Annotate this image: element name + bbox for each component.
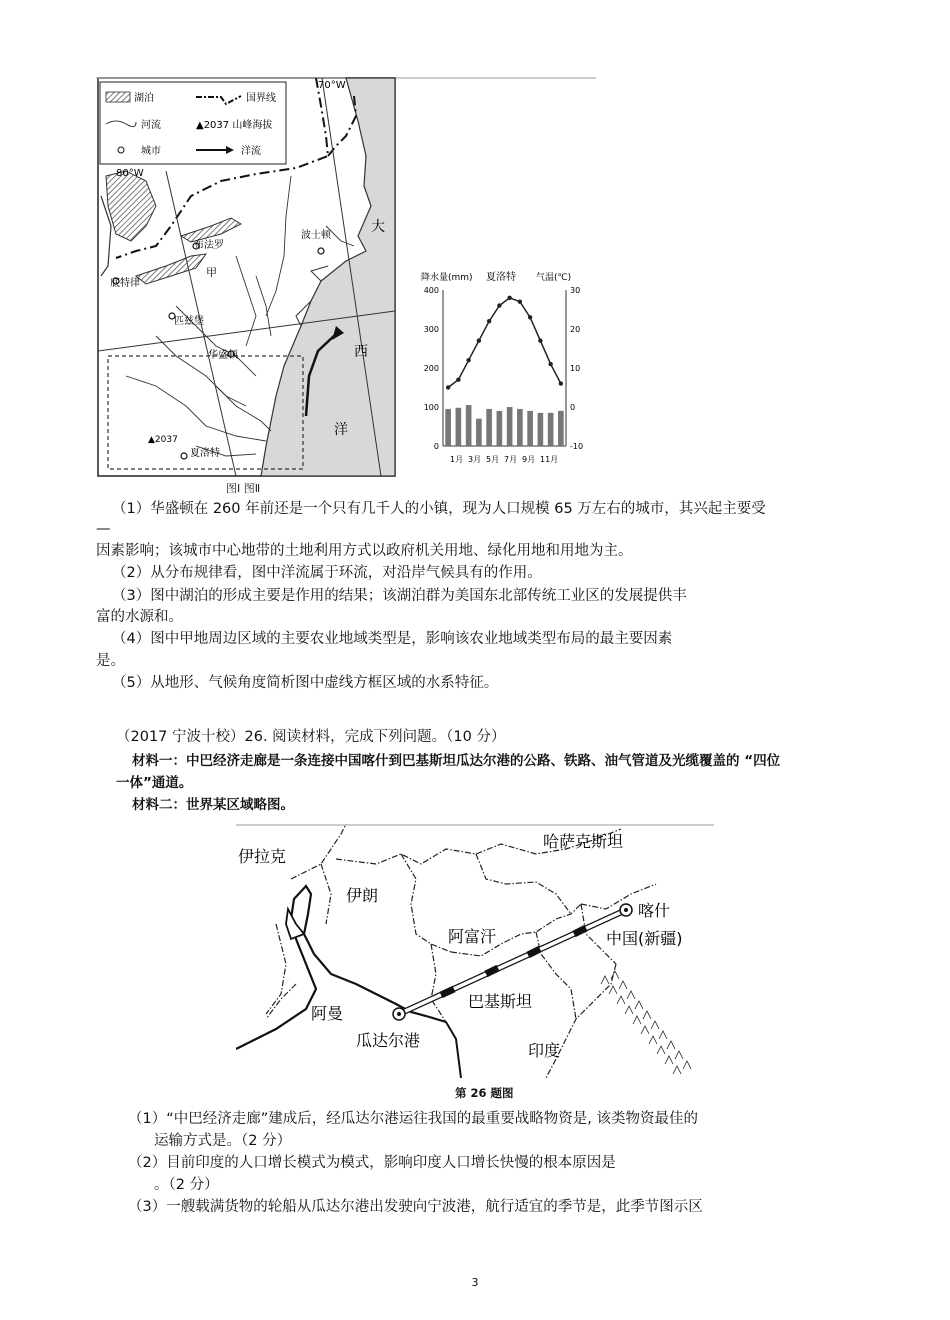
s2-q2-line1: （2）目前印度的人口增长模式为模式，影响印度人口增长快慢的根本原因是 [128,1155,616,1171]
s2-material2: 材料二：世界某区域略图。 [132,797,294,813]
s2-q3: （3）一艘载满货物的轮船从瓜达尔港出发驶向宁波港，航行适宜的季节是，此季节图示区 [128,1199,703,1215]
precipitation-bar [476,419,482,446]
s1-q5: （5）从地形、气候角度简析图中虚线方框区域的水系特征。 [112,675,499,691]
temperature-point [497,303,501,307]
chart-right-tick: 20 [570,325,581,334]
chart-left-tick: 300 [423,325,439,334]
longitude-70w: 70°W [318,80,346,91]
label-kazakhstan: 哈萨克斯坦 [543,832,624,851]
label-afghanistan: 阿富汗 [448,927,497,946]
label-pittsburgh: 匹兹堡 [174,316,204,327]
label-iran: 伊朗 [346,886,379,905]
chart-right-axis-label: 气温(℃) [536,273,572,283]
himalaya-mountains [601,971,691,1074]
s1-q1-line2: — [96,521,111,537]
chart-title: 夏洛特 [486,272,516,283]
s1-q1-line1: （1）华盛顿在 260 年前还是一个只有几千人的小镇，现为人口规模 65 万左右的城市，其兴起主要受 [112,501,766,517]
chart-right-tick: -10 [570,442,584,451]
city-boston [318,248,324,254]
s2-heading: （2017 宁波十校）26. 阅读材料，完成下列问题。（10 分） [116,729,506,745]
temperature-point [518,300,522,304]
s2-q1-line2: 运输方式是。（2 分） [154,1133,292,1149]
precipitation-bar [466,405,472,446]
precipitation-bar [517,409,523,446]
legend-border: 国界线 [246,93,276,104]
label-china: 中国(新疆) [606,929,683,948]
legend-city: 城市 [141,146,161,157]
precipitation-bar [558,411,564,446]
legend-peak: ▲2037 山峰海拔 [196,120,273,131]
chart-x-tick: 5月 [486,455,500,464]
chart-x-tick: 7月 [504,455,518,464]
chart-right-tick: 30 [570,286,581,295]
label-detroit: 底特律 [110,278,140,289]
precipitation-bar [456,408,462,446]
precipitation-bar [497,411,503,446]
chart-right-tick: 0 [570,403,576,412]
us-east-map-figure [96,76,596,481]
chart-left-tick: 100 [423,403,439,412]
temperature-point [559,381,563,385]
temperature-point [456,378,460,382]
chart-left-tick: 200 [423,364,439,373]
coastline [236,886,446,1049]
label-jia: 甲 [206,266,217,279]
label-gwadar: 瓜达尔港 [356,1031,421,1050]
precipitation-bar [445,409,451,446]
s2-q2-line2: 。（2 分） [154,1177,219,1193]
temperature-point [528,315,532,319]
temperature-point [487,319,491,323]
label-india: 印度 [528,1041,561,1060]
precipitation-bar [527,411,533,446]
precipitation-bar [486,409,492,446]
label-peak: ▲2037 [148,435,178,445]
label-pakistan: 巴基斯坦 [468,992,533,1011]
legend-current: 洋流 [241,146,261,157]
temperature-point [538,339,542,343]
legend-lake: 湖泊 [134,93,154,104]
temperature-point [507,296,511,300]
temperature-point [477,339,481,343]
legend-river: 河流 [141,120,161,131]
chart-left-axis-label: 降水量(mm) [421,273,473,283]
chart-right-tick: 10 [570,364,581,373]
label-ocean-2: 西 [354,344,368,360]
s1-q4-line2: 是。 [96,653,125,669]
cpec-region-map [236,824,714,1078]
label-oman: 阿曼 [311,1004,344,1023]
precipitation-bar [548,413,554,446]
temperature-point [446,385,450,389]
label-charlotte: 夏洛特 [190,448,220,459]
s2-q1-line1: （1）“中巴经济走廊”建成后，经瓜达尔港运往我国的最重要战略物资是, 该类物资最佳的 [128,1111,698,1127]
chart-x-tick: 9月 [522,455,536,464]
s1-q3-line1: （3）图中湖泊的形成主要是作用的结果；该湖泊群为美国东北部传统工业区的发展提供丰 [112,588,687,604]
figure1-caption: 图Ⅰ 图Ⅱ [226,482,261,495]
chart-x-tick: 11月 [540,455,559,464]
s1-q4-line1: （4）图中甲地周边区域的主要农业地域类型是，影响该农业地域类型布局的最主要因素 [112,631,673,647]
label-boston: 波士顿 [301,230,331,241]
s2-material1-line1: 材料一：中巴经济走廊是一条连接中国喀什到巴基斯坦瓜达尔港的公路、铁路、油气管道及光缆覆盖的 “四位 [132,753,781,769]
chart-left-tick: 400 [423,286,439,295]
label-buffalo: 布法罗 [194,240,224,251]
temperature-point [548,362,552,366]
chart-x-tick: 3月 [468,455,482,464]
s1-q1-line3: 因素影响；该城市中心地带的土地利用方式以政府机关用地、绿化用地和用地为主。 [96,543,633,559]
chart-left-tick: 0 [433,442,439,451]
label-iraq: 伊拉克 [238,847,287,866]
temperature-point [466,358,470,362]
label-washington: 华盛顿 [208,350,238,361]
label-kashgar: 喀什 [638,901,671,920]
label-ocean-1: 大 [371,219,385,235]
longitude-80w: 80°W [116,168,144,179]
chart-x-tick: 1月 [450,455,464,464]
charlotte-climate-chart [421,270,583,464]
s1-q2: （2）从分布规律看，图中洋流属于环流，对沿岸气候具有的作用。 [112,565,542,581]
s2-material1-line2: 一体”通道。 [116,775,193,791]
figure26-caption: 第 26 题图 [455,1086,514,1100]
temperature-line [448,298,561,388]
precipitation-bar [507,407,513,446]
country-borders [266,824,656,1078]
page-number: 3 [471,1276,479,1289]
label-ocean-3: 洋 [334,422,348,438]
city-charlotte [181,453,187,459]
precipitation-bar [538,413,544,446]
s1-q3-line2: 富的水源和。 [96,609,183,625]
